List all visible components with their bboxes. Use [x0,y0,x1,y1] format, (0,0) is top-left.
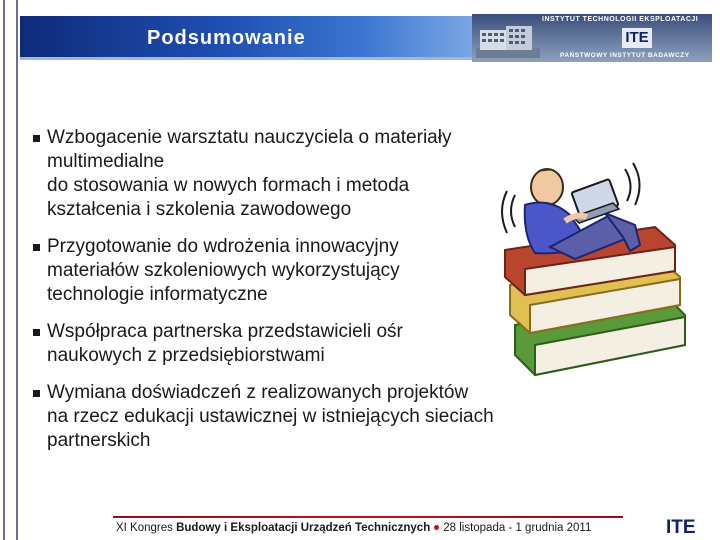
bullet-text-line: Współpraca partnerska przedstawicieli ośr [47,321,403,342]
page-title: Podsumowanie [147,27,306,49]
bullet-text-line: naukowych z przedsiębiorstwami [47,345,325,366]
red-dot-icon [434,525,439,530]
bullet-text-line: technologie informatyczne [47,284,268,305]
bullet-text-line: Wzbogacenie warsztatu nauczyciela o materiały [47,127,452,148]
bullet-text-line: kształcenia i szkolenia zawodowego [47,199,352,220]
footer-ite-logo-icon: ITE [666,517,696,538]
bullet-text-line: materiałów szkoleniowych wykorzystujący [47,260,400,281]
footer-text [116,520,591,536]
bullet-text-line: partnerskich [47,430,151,451]
square-bullet-icon [33,329,40,336]
footer-congress-name: Budowy i Eksploatacji Urządzeń Technicznych [176,522,431,534]
bullet-text-line: multimedialne [47,151,165,172]
footer-divider [113,516,623,518]
footer-prefix: XI Kongres [116,522,177,534]
banner-institute-name: INSTYTUT TECHNOLOGII EKSPLOATACJI [542,16,699,23]
bullet-text-line: do stosowania w nowych formach i metoda [47,175,410,196]
bullet-text-line: na rzecz edukacji ustawicznej w istniejących sieciach [47,406,494,427]
building-icon [476,24,540,58]
banner-institute-subtitle: PAŃSTWOWY INSTYTUT BADAWCZY [560,52,690,59]
bullet-text-line: Wymiana doświadczeń z realizowanych projektów [47,382,469,403]
left-border-rule [3,0,18,540]
bullet-item [33,381,633,453]
square-bullet-icon [33,244,40,251]
square-bullet-icon [33,135,40,142]
ite-logo-icon: ITE [622,28,652,48]
square-bullet-icon [33,390,40,397]
person-reading-laptop-icon [495,155,695,385]
footer-date: 28 listopada - 1 grudnia 2011 [443,522,592,534]
bullet-text-line: Przygotowanie do wdrożenia innowacyjny [47,236,399,257]
institute-banner [472,14,712,62]
